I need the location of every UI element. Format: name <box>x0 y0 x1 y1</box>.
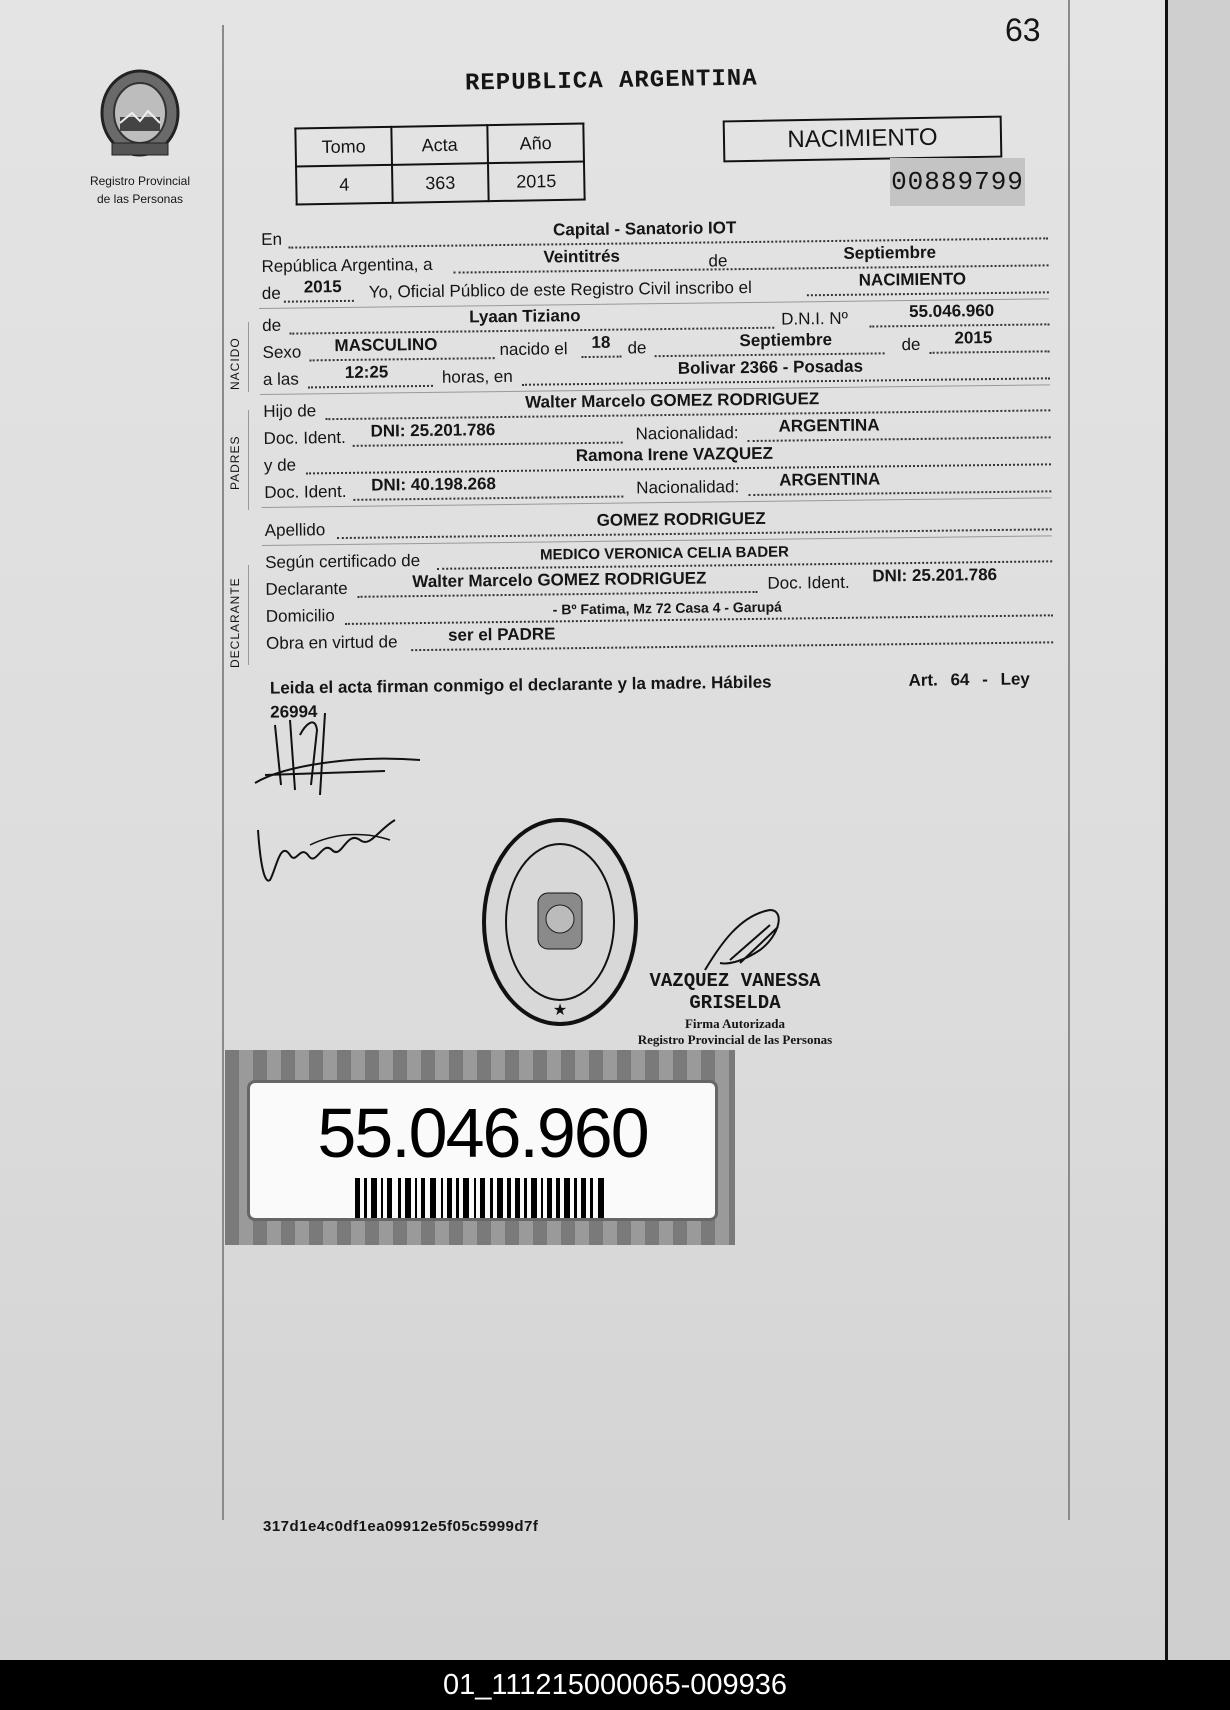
section-nacido-bar <box>248 322 249 392</box>
tomo-header: Tomo <box>295 127 392 167</box>
left-margin-line <box>222 25 224 1520</box>
mother-nationality: ARGENTINA <box>779 469 881 490</box>
declarant-signature <box>245 705 425 800</box>
officer-signature <box>700 905 790 975</box>
nacido-el-label: nacido el <box>499 339 568 360</box>
child-de-label: de <box>262 315 282 335</box>
sexo-dots <box>310 357 495 361</box>
mother-nationality-label: Nacionalidad: <box>636 477 740 498</box>
y-de-label: y de <box>263 455 297 475</box>
year-prefix-label: de <box>261 283 281 303</box>
declarante-label: Declarante <box>265 578 348 599</box>
de-label: de <box>708 251 728 271</box>
en-label: En <box>261 229 283 249</box>
mother-doc: DNI: 40.198.268 <box>371 474 497 495</box>
year-dots <box>284 300 354 303</box>
dni-label: D.N.I. Nº <box>781 308 848 329</box>
document-hash: 317d1e4c0df1ea09912e5f05c5999d7f <box>263 1518 539 1535</box>
section-padres-bar <box>248 410 249 510</box>
anio-header: Año <box>487 123 584 163</box>
obra-label: Obra en virtud de <box>265 632 398 653</box>
time-dots <box>308 385 433 389</box>
logo-caption-2: de las Personas <box>96 192 184 206</box>
barcode-icon <box>355 1178 610 1218</box>
horas-label: horas, en <box>441 366 513 387</box>
officer-role: Firma Autorizada <box>684 1016 785 1031</box>
birth-time: 12:25 <box>344 362 389 382</box>
apellido-label: Apellido <box>264 520 326 540</box>
registry-table-header-row <box>295 123 584 166</box>
acta-header: Acta <box>391 125 488 165</box>
domicilio-label: Domicilio <box>265 606 335 626</box>
authorized-officer-block <box>615 970 855 1048</box>
birth-year: 2015 <box>954 328 993 348</box>
birth-month: Septiembre <box>739 329 833 351</box>
sexo-label: Sexo <box>262 342 302 362</box>
acta-value: 363 <box>392 163 489 203</box>
mother-nationality-dots <box>748 490 1051 496</box>
registry-table <box>294 122 585 205</box>
year-value: 2015 <box>303 276 342 297</box>
birth-record-form <box>258 215 1053 656</box>
closing-law: Art. 64 - Ley <box>908 669 1030 690</box>
inscribo-value: NACIMIENTO <box>858 269 967 290</box>
adjacent-page-edge <box>1165 0 1230 1660</box>
birth-year-dots <box>930 350 1050 353</box>
month-value: Septiembre <box>843 242 937 263</box>
registry-logo <box>80 65 200 206</box>
apellido-value: GOMEZ RODRIGUEZ <box>596 508 766 530</box>
child-name: Lyaan Tiziano <box>469 306 581 327</box>
declarante-doc-label: Doc. Ident. <box>767 572 850 593</box>
certificado-value: MEDICO VERONICA CELIA BADER <box>539 543 790 564</box>
section-padres-label: PADRES <box>228 435 242 490</box>
act-type-box: NACIMIENTO <box>723 116 1003 163</box>
mother-signature <box>250 800 400 890</box>
mother-name: Ramona Irene VAZQUEZ <box>575 443 774 466</box>
father-nationality: ARGENTINA <box>778 415 880 436</box>
father-doc: DNI: 25.201.786 <box>370 420 496 441</box>
mother-doc-dots <box>353 496 623 501</box>
birth-day-dots <box>582 356 622 358</box>
republica-label: República Argentina, a <box>261 254 433 276</box>
section-declarante-label: DECLARANTE <box>228 577 242 668</box>
scan-footer: 01_111215000065-009936 <box>0 1660 1230 1710</box>
birth-de2-label: de <box>901 334 921 355</box>
child-dni: 55.046.960 <box>908 301 995 322</box>
right-margin-line <box>1068 0 1070 1520</box>
hijo-de-label: Hijo de <box>263 401 317 421</box>
a-las-label: a las <box>262 369 299 389</box>
father-nationality-label: Nacionalidad: <box>635 423 739 444</box>
section-nacido-label: NACIDO <box>228 337 242 390</box>
day-value: Veintitrés <box>543 246 621 267</box>
section-declarante-bar <box>248 565 249 665</box>
serial-number: 00889799 <box>890 158 1025 206</box>
certificado-label: Según certificado de <box>265 551 421 572</box>
inscribo-label: Yo, Oficial Público de este Registro Civil inscribo el <box>368 277 752 302</box>
svg-text:★: ★ <box>552 1002 568 1019</box>
page-number: 63 <box>1005 12 1041 48</box>
declarante-value: Walter Marcelo GOMEZ RODRIGUEZ <box>412 568 707 592</box>
tomo-value: 4 <box>296 165 393 205</box>
sticker-dni-number: 55.046.960 <box>317 1094 648 1172</box>
dni-sticker-label <box>247 1080 718 1221</box>
birth-de-label: de <box>627 338 647 358</box>
birth-place: Bolivar 2366 - Posadas <box>677 356 864 378</box>
obra-value: ser el PADRE <box>447 624 556 645</box>
closing-law-number: 26994 <box>270 702 318 722</box>
child-dni-dots <box>869 323 1049 327</box>
officer-org: Registro Provincial de las Personas <box>637 1032 833 1047</box>
registry-table-value-row <box>296 161 585 204</box>
father-doc-label: Doc. Ident. <box>263 427 346 448</box>
mother-doc-label: Doc. Ident. <box>264 481 347 502</box>
declarante-doc: DNI: 25.201.786 <box>872 564 998 586</box>
dni-sticker <box>225 1050 735 1245</box>
anio-value: 2015 <box>488 161 585 201</box>
closing-text: Leida el acta firman conmigo el declarante y la madre. Hábiles <box>269 672 772 698</box>
inscribo-dots <box>807 291 1049 296</box>
father-name: Walter Marcelo GOMEZ RODRIGUEZ <box>525 389 820 412</box>
coat-of-arms-icon <box>90 65 190 165</box>
country-title: REPUBLICA ARGENTINA <box>464 65 758 98</box>
sexo-value: MASCULINO <box>334 334 438 356</box>
logo-caption-1: Registro Provincial <box>89 174 191 188</box>
birth-day: 18 <box>591 332 611 352</box>
en-value: Capital - Sanatorio IOT <box>552 218 737 240</box>
domicilio-value: - Bº Fatima, Mz 72 Casa 4 - Garupá <box>552 598 782 618</box>
officer-name: VAZQUEZ VANESSA GRISELDA <box>649 970 821 1014</box>
